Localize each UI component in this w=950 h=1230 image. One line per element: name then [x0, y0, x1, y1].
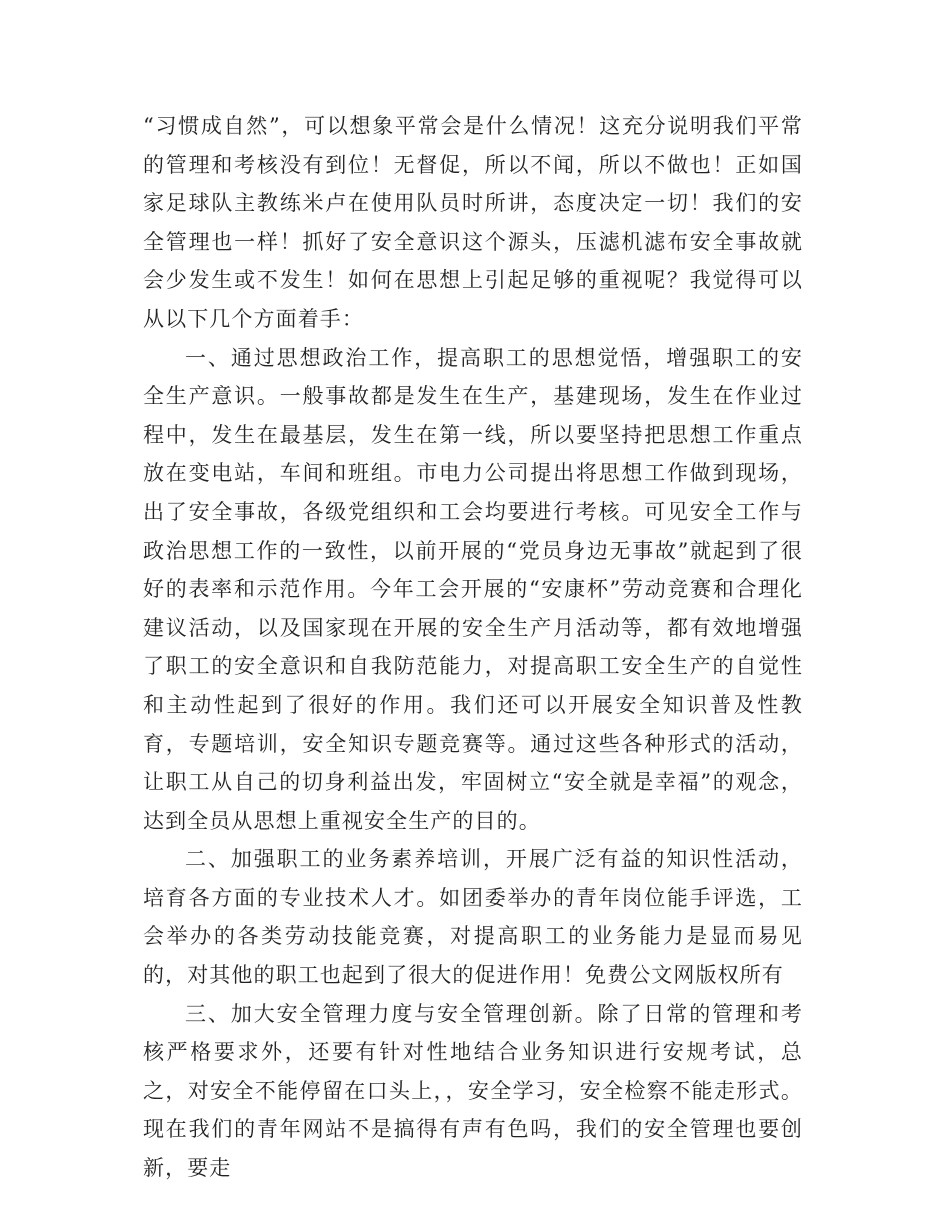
paragraph-point-two: 二、加强职工的业务素养培训，开展广泛有益的知识性活动，培育各方面的专业技术人才。如团委举办的青年岗位能手评选，工会举办的各类劳动技能竞赛，对提高职工的业务能力是显而易见的，对其他的职工也起到了很大的促进作用！免费公文网版权所有 — [143, 847, 803, 988]
paragraph-intro-continued: “习惯成自然”，可以想象平常会是什么情况！这充分说明我们平常的管理和考核没有到位！无督促，所以不闻，所以不做也！正如国家足球队主教练米卢在使用队员时所讲，态度决定一切！我们的安全管理也一样！抓好了安全意识这个源头，压滤机滤布安全事故就会少发生或不发生！如何在思想上引起足够的重视呢？我觉得可以从以下几个方面着手： — [143, 114, 803, 331]
paragraph-point-three: 三、加大安全管理力度与安全管理创新。除了日常的管理和考核严格要求外，还要有针对性地结合业务知识进行安规考试，总之，对安全不能停留在口头上，，安全学习，安全检察不能走形式。现在我们的青年网站不是搞得有声有色吗，我们的安全管理也要创新，要走 — [143, 1001, 803, 1181]
paragraph-point-one: 一、通过思想政治工作，提高职工的思想觉悟，增强职工的安全生产意识。一般事故都是发生在生产，基建现场，发生在作业过程中，发生在最基层，发生在第一线，所以要坚持把思想工作重点放在变电站，车间和班组。市电力公司提出将思想工作做到现场，出了安全事故，各级党组织和工会均要进行考核。可见安全工作与政治思想工作的一致性，以前开展的“党员身边无事故”就起到了很好的表率和示范作用。今年工会开展的“安康杯”劳动竞赛和合理化建议活动，以及国家现在开展的安全生产月活动等，都有效地增强了职工的安全意识和自我防范能力，对提高职工安全生产的自觉性和主动性起到了很好的作用。我们还可以开展安全知识普及性教育，专题培训，安全知识专题竞赛等。通过这些各种形式的活动，让职工从自己的切身利益出发，牢固树立“安全就是幸福”的观念，达到全员从思想上重视安全生产的目的。 — [143, 345, 803, 833]
document-body — [143, 107, 803, 1188]
